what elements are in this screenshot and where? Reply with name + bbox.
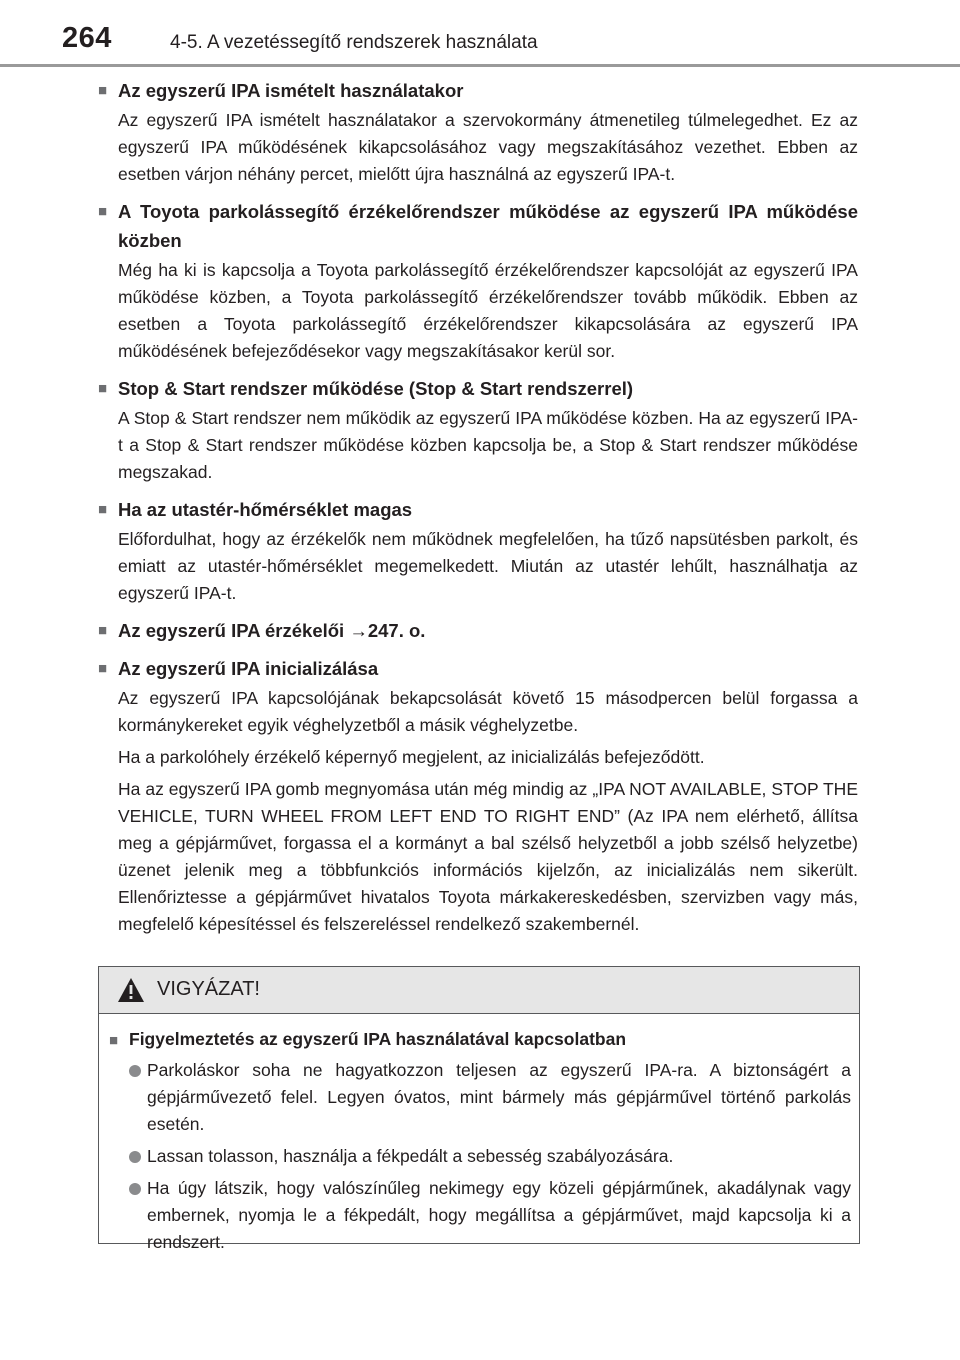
caution-subtitle: Figyelmeztetés az egyszerű IPA használatával kapcsolatban [129, 1029, 627, 1049]
paragraph: Az egyszerű IPA kapcsolójának bekapcsolását követő 15 másodpercen belül forgassa a kormánykereket egyik véghelyzetből a másik véghelyzetbe. [118, 688, 858, 735]
section-repeated-use [98, 76, 858, 188]
page-number: 264 [62, 22, 112, 54]
section-parking-sensor [98, 197, 858, 365]
section-title: Ha az utastér-hőmérséklet magas [118, 499, 413, 520]
caution-body [99, 1014, 859, 1256]
round-bullet-icon [129, 1183, 141, 1195]
chapter-title: 4-5. A vezetéssegítő rendszerek használata [170, 32, 538, 53]
caution-box [98, 966, 860, 1252]
warning-triangle-icon [117, 977, 145, 1003]
caution-bullet [129, 1143, 851, 1170]
section-sensors [98, 616, 858, 645]
paragraph: Ha az egyszerű IPA gomb megnyomása után még mindig az „IPA NOT AVAILABLE, STOP THE VEHICLE, TURN WHEEL FROM LEFT END TO RIGHT END” (Az IPA nem elérhető, állítsa meg a gépjárművet, forgassa el a kormányt a bal szélső helyzetből a jobb szélső helyzetbe) üzenet jelenik meg a többfunkciós információs kijelzőn, az inicializálás nem sikerült. Ellenőriztesse a gépjárművet hivatalos Toyota márkakereskedésben, szervizben vagy más, megfelelő képesítéssel és felszereléssel rendelkező szakembernél. [118, 779, 858, 934]
section-title-link[interactable]: Az egyszerű IPA érzékelői →247. o. [118, 620, 426, 641]
square-bullet-icon: ■ [98, 82, 108, 99]
square-bullet-icon: ■ [98, 660, 108, 677]
section-title: Az egyszerű IPA inicializálása [118, 658, 379, 679]
round-bullet-icon [129, 1065, 141, 1077]
section-cabin-temperature [98, 495, 858, 607]
main-content [98, 76, 858, 947]
caution-bullet [129, 1175, 851, 1256]
caution-bullet [129, 1057, 851, 1138]
square-bullet-icon: ■ [98, 203, 108, 220]
paragraph: A Stop & Start rendszer nem működik az egyszerű IPA működése közben. Ha az egyszerű IPA-t a Stop & Start rendszer működése közben kapcsolja be, a Stop & Start rendszer működése megszakad. [118, 408, 858, 482]
paragraph: Előfordulhat, hogy az érzékelők nem működnek megfelelően, ha tűző napsütésben parkolt, és emiatt az utastér-hőmérséklet megemelkedett. Miután az utastér lehűlt, használhatja az egyszerű IPA-t. [118, 529, 858, 603]
square-bullet-icon: ■ [109, 1032, 119, 1049]
section-title: A Toyota parkolássegítő érzékelőrendszer működése az egyszerű IPA működése közben [118, 201, 858, 251]
caution-bullet-text: Ha úgy látszik, hogy valószínűleg nekimegy egy közeli gépjárműnek, akadálynak vagy embernek, nyomja le a fékpedált, hogy megállítsa a gépjárművet, majd kapcsolja ki a rendszert. [147, 1178, 851, 1252]
section-stop-start [98, 374, 858, 486]
caution-bullet-text: Lassan tolasson, használja a fékpedált a sebesség szabályozására. [147, 1146, 674, 1166]
section-initialization [98, 654, 858, 938]
caution-header [99, 967, 859, 1014]
square-bullet-icon: ■ [98, 622, 108, 639]
header-rule [0, 64, 960, 67]
section-title: Stop & Start rendszer működése (Stop & Start rendszerrel) [118, 378, 634, 399]
paragraph: Ha a parkolóhely érzékelő képernyő megjelent, az inicializálás befejeződött. [118, 747, 705, 767]
paragraph: Az egyszerű IPA ismételt használatakor a szervokormány átmenetileg túlmelegedhet. Ez az egyszerű IPA működésének kikapcsolásához vagy megszakításához vezethet. Ebben az esetben várjon néhány percet, mielőtt újra használná az egyszerű IPA-t. [118, 110, 858, 184]
paragraph: Még ha ki is kapcsolja a Toyota parkolássegítő érzékelőrendszer kapcsolóját az egyszerű IPA működése közben, a Toyota parkolássegítő érzékelőrendszer tovább működik. Ebben az esetben a Toyota parkolássegítő érzékelőrendszer kikapcsolására az egyszerű IPA működésének befejeződésekor vagy megszakításakor kerül sor. [118, 260, 858, 361]
square-bullet-icon: ■ [98, 380, 108, 397]
caution-title: VIGYÁZAT! [157, 978, 260, 1000]
page-header [0, 0, 960, 60]
square-bullet-icon: ■ [98, 501, 108, 518]
round-bullet-icon [129, 1151, 141, 1163]
caution-bullet-text: Parkoláskor soha ne hagyatkozzon teljesen az egyszerű IPA-ra. A biztonságért a gépjárművezető felel. Legyen óvatos, mint bármely más gépjárművel történő parkolás esetén. [147, 1060, 851, 1134]
section-title: Az egyszerű IPA ismételt használatakor [118, 80, 464, 101]
